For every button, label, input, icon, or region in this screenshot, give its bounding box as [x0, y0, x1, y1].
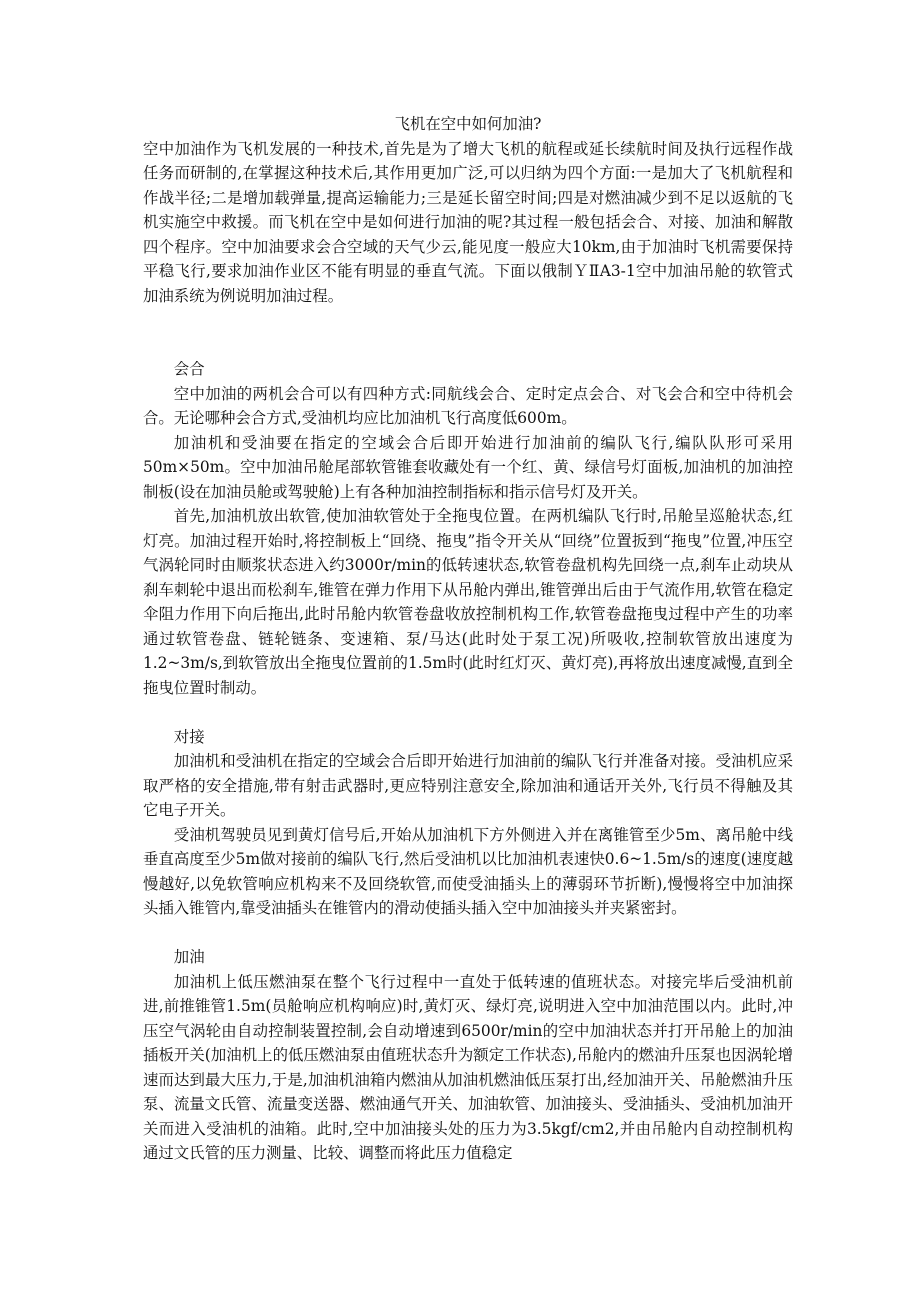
section-refueling [143, 945, 793, 1166]
section-paragraph: 加油机和受油要在指定的空域会合后即开始进行加油前的编队飞行,编队队形可采用50m×50m。空中加油吊舱尾部软管锥套收藏处有一个红、黄、绿信号灯面板,加油机的加油控制板(设在加油员舱或驾驶舱)上有各种加油控制指标和指示信号灯及开关。 [143, 433, 793, 501]
intro-paragraph: 空中加油作为飞机发展的一种技术,首先是为了增大飞机的航程或延长续航时间及执行远程作战任务而研制的,在掌握这种技术后,其作用更加广泛,可以归纳为四个方面:一是加大了飞机航程和作战半径;二是增加载弹量,提高运输能力;三是延长留空时间;四是对燃油减少到不足以返航的飞机实施空中救援。而飞机在空中是如何进行加油的呢?其过程一般包括会合、对接、加油和解散四个程序。空中加油要求会合空域的天气少云,能见度一般应大10km,由于加油时飞机需要保持平稳飞行,要求加油作业区不能有明显的垂直气流。下面以俄制ＹⅡA3-1空中加油吊舱的软管式加油系统为例说明加油过程。 [143, 139, 793, 305]
document-title: 飞机在空中如何加油? [394, 115, 542, 133]
section-paragraph: 空中加油的两机会合可以有四种方式:同航线会合、定时定点会合、对飞会合和空中待机会合。无论哪种会合方式,受油机均应比加油机飞行高度低600m。 [143, 384, 793, 427]
section-heading: 加油 [173, 948, 205, 966]
section-spacer [143, 700, 793, 725]
document-page [143, 112, 793, 1166]
section-paragraph: 加油机和受油机在指定的空域会合后即开始进行加油前的编队飞行并准备对接。受油机应采取严格的安全措施,带有射击武器时,更应特别注意安全,除加油和通话开关外,飞行员不得触及其它电子开关。 [143, 752, 793, 819]
section-rendezvous [143, 357, 793, 700]
section-heading: 对接 [173, 727, 205, 746]
section-docking [143, 725, 793, 921]
section-spacer [143, 308, 793, 357]
section-paragraph: 受油机驾驶员见到黄灯信号后,开始从加油机下方外侧进入并在离锥管至少5m、离吊舱中线垂直高度至少5m做对接前的编队飞行,然后受油机以比加油机表速快0.6~1.5m/s的速度(速度越慢越好,以免软管响应机构来不及回绕软管,而使受油插头上的薄弱环节折断),慢慢将空中加油探头插入锥管内,靠受油插头在锥管内的滑动使插头插入空中加油接头并夹紧密封。 [143, 825, 793, 917]
section-paragraph: 首先,加油机放出软管,使加油软管处于全拖曳位置。在两机编队飞行时,吊舱呈巡舱状态,红灯亮。加油过程开始时,将控制板上“回绕、拖曳”指令开关从“回绕”位置扳到“拖曳”位置,冲压空气涡轮同时由顺浆状态进入约3000r/min的低转速状态,软管卷盘机构先回绕一点,刹车止动块从刹车刺轮中退出而松刹车,锥管在弹力作用下从吊舱内弹出,锥管弹出后由于气流作用,软管在稳定伞阻力作用下向后拖出,此时吊舱内软管卷盘收放控制机构工作,软管卷盘拖曳过程中产生的功率通过软管卷盘、链轮链条、变速箱、泵/马达(此时处于泵工况)所吸收,控制软管放出速度为1.2~3m/s,到软管放出全拖曳位置前的1.5m时(此时红灯灭、黄灯亮),再将放出速度减慢,直到全拖曳位置时制动。 [143, 507, 793, 697]
section-paragraph: 加油机上低压燃油泵在整个飞行过程中一直处于低转速的值班状态。对接完毕后受油机前进,前推锥管1.5m(员舱响应机构响应)时,黄灯灭、绿灯亮,说明进入空中加油范围以内。此时,冲压空气涡轮由自动控制装置控制,会自动增速到6500r/min的空中加油状态并打开吊舱上的加油插板开关(加油机上的低压燃油泵由值班状态升为额定工作状态),吊舱内的燃油升压泵也因涡轮增速而达到最大压力,于是,加油机油箱内燃油从加油机燃油低压泵打出,经加油开关、吊舱燃油升压泵、流量文氏管、流量变送器、燃油通气开关、加油软管、加油接头、受油插头、受油机加油开关而进入受油机的油箱。此时,空中加油接头处的压力为3.5kgf/cm2,并由吊舱内自动控制机构通过文氏管的压力测量、比较、调整而将此压力值稳定 [143, 972, 793, 1162]
section-spacer [143, 921, 793, 946]
section-heading: 会合 [173, 360, 205, 378]
